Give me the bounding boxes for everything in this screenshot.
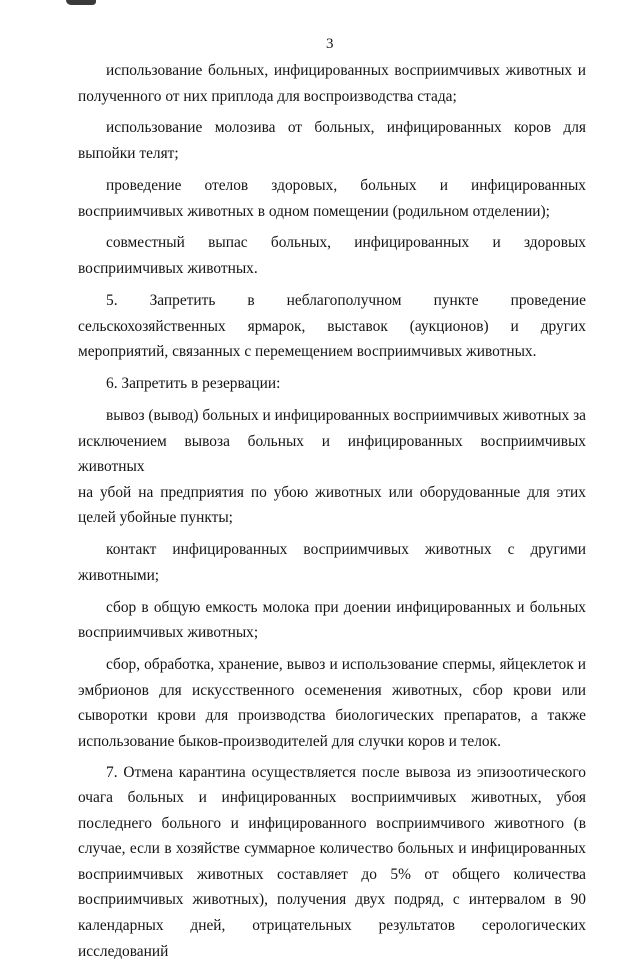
text-line: использование молозива от больных, инфицированных коров для xyxy=(106,119,586,137)
text-line: исключением вывоза больных и инфицированных восприимчивых животных xyxy=(78,432,586,476)
paragraph xyxy=(78,230,586,281)
text-line: календарных дней, отрицательных результатов серологических исследований xyxy=(78,917,586,960)
text-line: мероприятий, связанных с перемещением восприимчивых животных. xyxy=(78,343,537,361)
text-line: эмбрионов для искусственного осеменения животных, сбор крови или xyxy=(78,681,586,699)
text-line: совместный выпас больных, инфицированных и здоровых xyxy=(106,234,586,252)
paragraph xyxy=(78,652,586,754)
page-number: 3 xyxy=(326,36,334,52)
text-line: 7. Отмена карантина осуществляется после вывоза из эпизоотического xyxy=(106,763,586,781)
text-line: 6. Запретить в резервации: xyxy=(106,375,281,393)
text-line: на убой на предприятия по убою животных или оборудованные для этих xyxy=(78,483,586,501)
paragraph xyxy=(78,403,586,531)
paragraph xyxy=(78,371,586,397)
text-line: очага больных и инфицированных восприимчивых животных, убоя xyxy=(78,789,586,807)
scan-artifact-mark xyxy=(66,0,96,5)
paragraph xyxy=(78,288,586,365)
text-line: проведение отелов здоровых, больных и инфицированных xyxy=(106,176,586,194)
paragraph xyxy=(78,537,586,588)
text-line: восприимчивых животных; xyxy=(78,624,259,642)
text-line: случае, если в хозяйстве суммарное количество больных и инфицированных xyxy=(78,840,586,858)
text-line: сельскохозяйственных ярмарок, выставок (аукционов) и других xyxy=(78,317,586,335)
text-line: полученного от них приплода для воспроизводства стада; xyxy=(78,87,457,105)
text-line: вывоз (вывод) больных и инфицированных восприимчивых животных за xyxy=(106,406,586,424)
text-line: использование быков-производителей для случки коров и телок. xyxy=(78,732,501,750)
paragraph xyxy=(78,595,586,646)
paragraph xyxy=(78,760,586,965)
text-line: сбор в общую емкость молока при доении инфицированных и больных xyxy=(106,598,586,616)
paragraph xyxy=(78,58,586,109)
text-line: выпойки телят; xyxy=(78,145,179,163)
text-line: сыворотки крови для производства биологических препаратов, а также xyxy=(78,707,586,725)
text-line: восприимчивых животных), получения двух подряд, с интервалом в 90 xyxy=(78,891,586,909)
text-line: восприимчивых животных. xyxy=(78,260,258,278)
text-line: целей убойные пункты; xyxy=(78,509,233,527)
text-line: использование больных, инфицированных восприимчивых животных и xyxy=(106,62,586,79)
text-line: восприимчивых животных в одном помещении (родильном отделении); xyxy=(78,202,550,220)
text-line: животными; xyxy=(78,566,160,584)
document-body xyxy=(78,58,586,971)
text-line: контакт инфицированных восприимчивых животных с другими xyxy=(106,541,586,559)
text-line: последнего больного и инфицированного восприимчивого животного (в xyxy=(78,814,586,832)
paragraph xyxy=(78,173,586,224)
text-line: сбор, обработка, хранение, вывоз и использование спермы, яйцеклеток и xyxy=(106,656,586,674)
text-line: восприимчивых животных составляет до 5% от общего количества xyxy=(78,865,586,883)
paragraph xyxy=(78,115,586,166)
text-line: 5. Запретить в неблагополучном пункте проведение xyxy=(106,291,586,309)
